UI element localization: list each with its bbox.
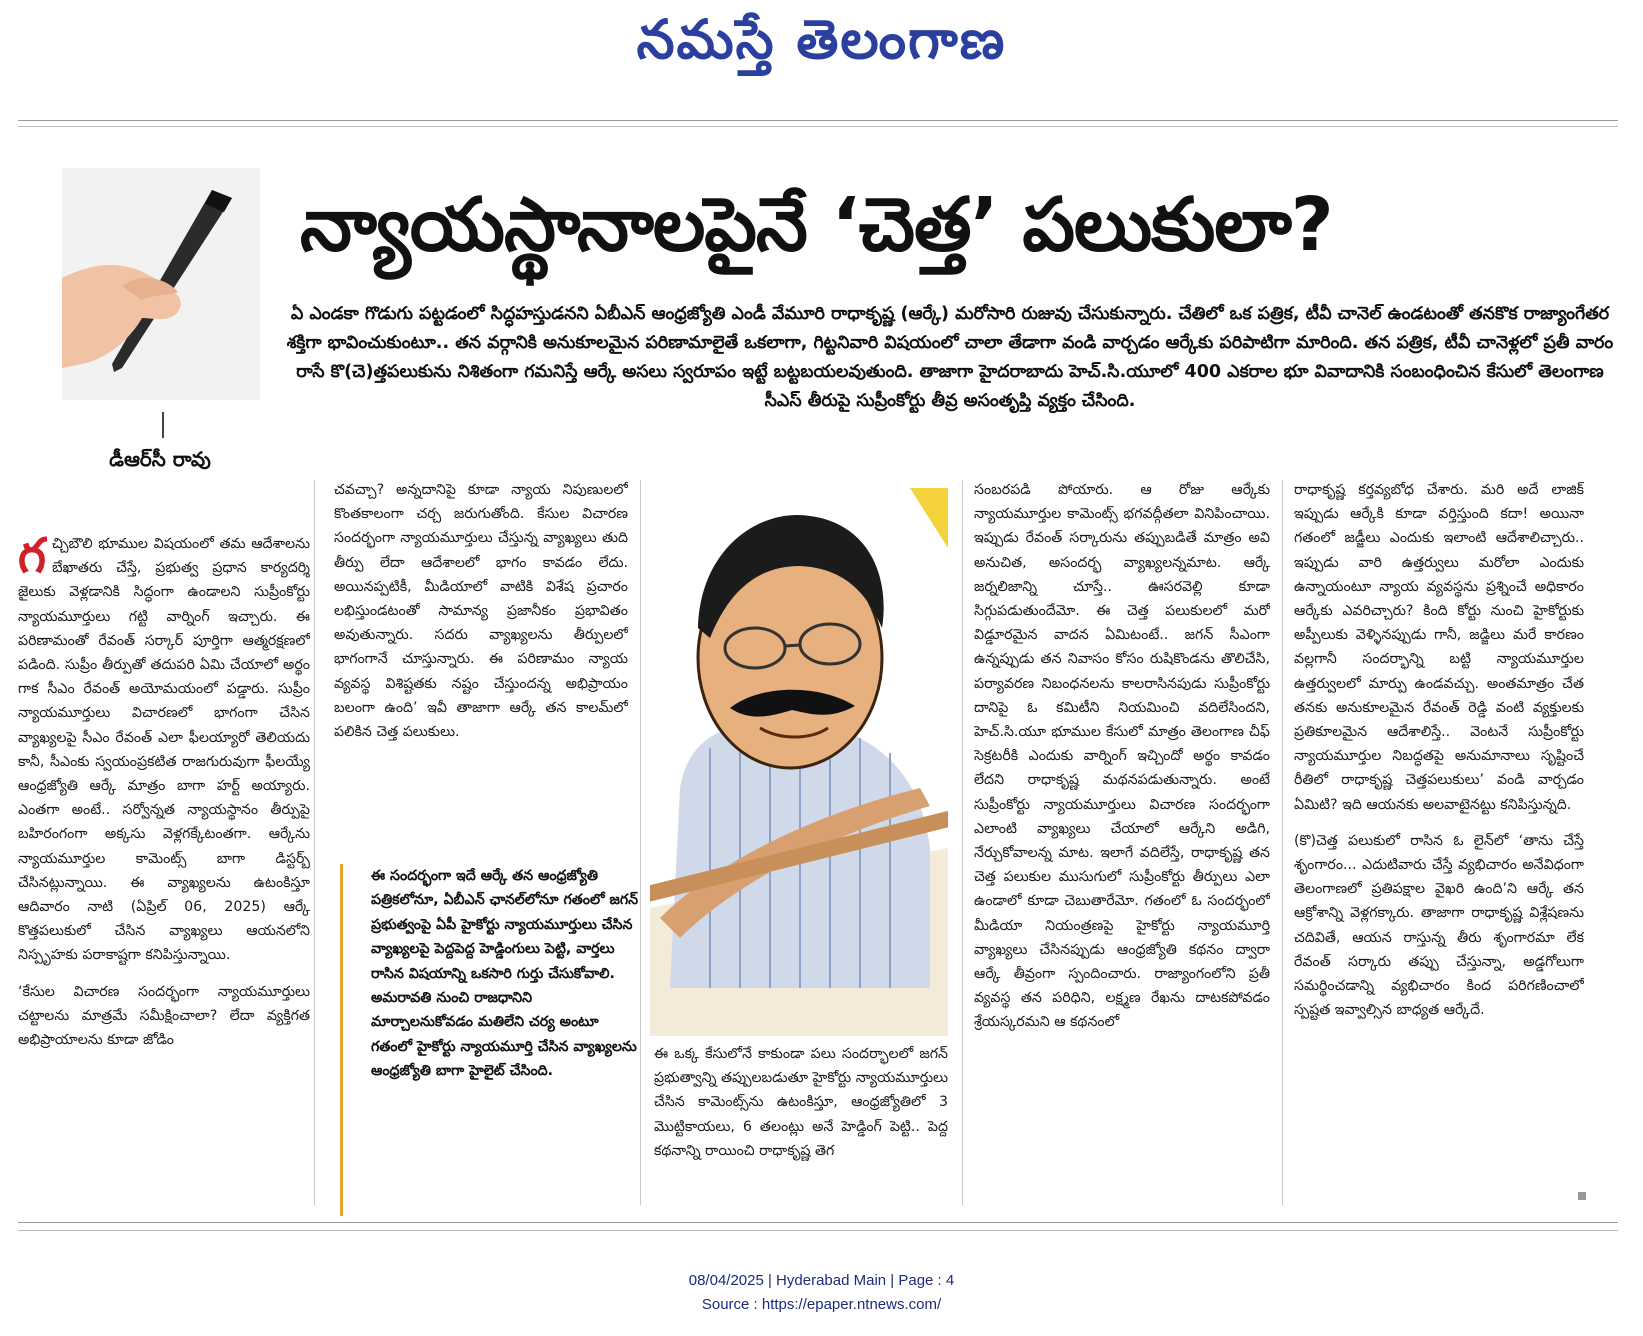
divider bbox=[18, 1230, 1618, 1231]
hand-pen-illustration bbox=[62, 168, 260, 400]
byline-divider bbox=[162, 412, 164, 438]
page-title: న్యాయస్థానాలపైనే ‘చెత్త’ పలుకులా? bbox=[300, 182, 1333, 268]
footer-source: Source : https://epaper.ntnews.com/ bbox=[701, 1296, 942, 1313]
end-mark-icon bbox=[1578, 1192, 1586, 1200]
column-divider bbox=[1282, 480, 1283, 1205]
divider bbox=[18, 120, 1618, 121]
column-divider bbox=[640, 480, 641, 1205]
drop-cap: గ bbox=[18, 532, 46, 584]
divider bbox=[18, 1222, 1618, 1223]
byline: డీఆర్‌సీ రావు bbox=[109, 447, 211, 471]
paragraph: సంబరపడి పోయారు. ఆ రోజు ఆర్కేకు న్యాయమూర్తుల కామెంట్స్ భగవద్గీతలా వినిపించాయి. ఇప్పుడు రేవంత్ సర్కారును తప్పుబడితే మాత్రం అవి అనుచిత, అసందర్భ వ్యాఖ్యలన్నమాట. ఆర్కే జర్నలిజాన్ని చూస్తే.. ఊసరవెల్లి కూడా సిగ్గుపడుతుందేమో. ఈ చెత్త పలుకులలో మరో విడ్డూరమైన వాదన ఏమిటంటే.. జగన్ సీఎంగా ఉన్నప్పుడు తన నివాసం కోసం రుషికొండను తొలిచేసి, పర్యావరణ నిబంధనలను కాలరాసినపుడు సుప్రీంకోర్టు దానిపై ఓ కమిటీని నియమించి వదిలేసిందని, హెచ్.సి.యూ భూముల కేసులో మాత్రం తెలంగాణ చీఫ్ సెక్రటరీకి ఎందుకు వార్నింగ్ ఇచ్చిందో అర్థం కావడం లేదని రాధాకృష్ణ మథనపడుతున్నారు. అంటే సుప్రీంకోర్టు న్యాయమూర్తులు విచారణ సందర్భంగా ఎలాంటి వ్యాఖ్యలు చేయాలో ఆర్కేని అడిగి, నేర్చుకోవాలన్న మాట. ఇలాగే వదిలేస్తే, రాధాకృష్ణ తన చెత్త పలుకుల ముసుగులో సుప్రీంకోర్టు తీర్పులు ఎలా ఉండాలో కూడా చెబుతారేమో. గతంలో ఓ సందర్భంలో మీడియా నియంత్రణపై హైకోర్టు న్యాయమూర్తి వ్యాఖ్యలు చేసినప్పుడు ఆంధ్రజ్యోతి కథనం ద్వారా ఆర్కే తీవ్రంగా స్పందించారు. రాజ్యాంగంలోని ప్రతీ వ్యవస్థ తన పరిధిని, లక్ష్మణ రేఖను దాటకపోవడం శ్రేయస్కరమని ఆ కథనంలో bbox=[974, 482, 1270, 1031]
article-column-1 bbox=[18, 532, 310, 1212]
caricature-image bbox=[650, 488, 948, 1036]
cartoon-illustration bbox=[650, 488, 948, 1036]
article-column-4 bbox=[974, 478, 1270, 1214]
paragraph: చవచ్చా? అన్నదానిపై కూడా న్యాయ నిపుణులలో కొంతకాలంగా చర్చ జరుగుతోంది. కేసుల విచారణ సందర్భంగా న్యాయమూర్తులు చేస్తున్న వ్యాఖ్యలు తుది తీర్పు లేదా ఆదేశాలలో భాగం కావడం లేదు. అయినప్పటికీ, మీడియాలో వాటికి విశేష ప్రచారం లభిస్తుండటంతో సామాన్య ప్రజానీకం ప్రభావితం అవుతున్నారు. సదరు వ్యాఖ్యలను తీర్పులలో భాగంగానే చూస్తున్నారు. ఈ పరిణామం న్యాయ వ్యవస్థ విశిష్టతకు నష్టం చేస్తుందన్న అభిప్రాయం బలంగా ఉంది’ ఇవీ తాజాగా ఆర్కే తన కాలమ్‌లో పలికిన చెత్త పలుకులు. bbox=[334, 482, 628, 741]
article-column-3 bbox=[654, 1042, 948, 1214]
paragraph: ‘కేసుల విచారణ సందర్భంగా న్యాయమూర్తులు చట్టాలను మాత్రమే సమీక్షించాలా? లేదా వ్యక్తిగత అభిప్రాయాలను కూడా జోడిం bbox=[18, 983, 310, 1049]
article-column-2 bbox=[334, 478, 628, 828]
article-intro: ఏ ఎండకా గొడుగు పట్టడంలో సిద్ధహస్తుడనని ఏబీఎన్ ఆంధ్రజ్యోతి ఎండీ వేమూరి రాధాకృష్ణ (ఆర్కే) మరోసారి రుజువు చేసుకున్నారు. చేతిలో ఒక పత్రిక, టీవీ చానెల్ ఉండటంతో తనకొక రాజ్యాంగేతర శక్తిగా భావించుకుంటూ.. తన వర్గానికి అనుకూలమైన పరిణామాలైతే ఒకలాగా, గిట్టనివారి విషయంలో చాలా తేడాగా వండి వార్చడం ఆర్కేకు పరిపాటిగా మారింది. తన పత్రిక, టీవీ చానెళ్లలో ప్రతీ వారం రాసే కొ(చె)త్తపలుకును నిశితంగా గమనిస్తే ఆర్కే అసలు స్వరూపం ఇట్టే బట్టబయలవుతుంది. తాజాగా హైదరాబాదు హెచ్.సి.యూలో 400 ఎకరాల భూ వివాదానికి సంబంధించిన కేసులో తెలంగాణ సీఎస్ తీరుపై సుప్రీంకోర్టు తీవ్ర అసంతృప్తి వ్యక్తం చేసింది. bbox=[286, 304, 1614, 411]
paragraph: ఈ ఒక్క కేసులోనే కాకుండా పలు సందర్భాలలో జగన్ ప్రభుత్వాన్ని తప్పులబడుతూ హైకోర్టు న్యాయమూర్తులు చేసిన కామెంట్స్‌ను ఉటంకిస్తూ, ఆంధ్రజ్యోతిలో 3 మొట్టికాయలు, 6 తలంట్లు అనే హెడ్డింగ్ పెట్టి.. పెద్ద కథనాన్ని రాయించి రాధాకృష్ణ తెగ bbox=[654, 1046, 948, 1159]
footer-dateline: 08/04/2025 | Hyderabad Main | Page : 4 bbox=[688, 1272, 955, 1289]
column-divider bbox=[962, 480, 963, 1205]
paragraph: చ్చిబౌలి భూముల విషయంలో తమ ఆదేశాలను బేఖాతరు చేస్తే, ప్రభుత్వ ప్రధాన కార్యదర్శి జైలుకు వెళ్లడానికి సిద్ధంగా ఉండాలని సుప్రీంకోర్టు న్యాయమూర్తులు గట్టి వార్నింగ్ ఇచ్చారు. ఈ పరిణామంతో రేవంత్ సర్కార్ పూర్తిగా ఆత్మరక్షణలో పడింది. సుప్రీం తీర్పుతో తదుపరి ఏమి చేయాలో అర్థం గాక సీఎం రేవంత్ అయోమయంలో పడ్డారు. సుప్రీం న్యాయమూర్తులు విచారణలో భాగంగా చేసిన వ్యాఖ్యలపై సీఎం రేవంత్ ఎలా ఫీలయ్యారో తెలియదు కానీ, సీఎంకు స్వయంప్రకటిత రాజగురువుగా ఫీలయ్యే ఆంధ్రజ్యోతి ఆర్కే మాత్రం బాగా హర్ట్ అయ్యారు. ఎంతగా అంటే.. సర్వోన్నత న్యాయస్థానం తీర్పుపై బహిరంగంగా అక్కసు వెళ్లగక్కేటంతగా. ఆర్కేను న్యాయమూర్తుల కామెంట్స్ బాగా డిస్టర్బ్ చేసినట్లున్నాయి. ఈ వ్యాఖ్యలను ఉటంకిస్తూ ఆదివారం నాటి (ఏప్రిల్ 06, 2025) ఆర్కే కొత్తపలుకులో చేసిన వ్యాఖ్యలు ఆయనలోని నిస్పృహకు పరాకాష్టగా కనిపిస్తున్నాయి. bbox=[18, 536, 310, 964]
divider bbox=[18, 126, 1618, 127]
masthead-logo: నమస్తే తెలంగాణ bbox=[636, 8, 1007, 71]
column-divider bbox=[314, 480, 315, 1205]
article-column-5 bbox=[1294, 478, 1584, 1214]
paragraph: రాధాకృష్ణ కర్తవ్యబోధ చేశారు. మరి అదే లాజిక్ ఇప్పుడు ఆర్కేకి కూడా వర్తిస్తుంది కదా! అయినా గతంలో జడ్జీలు ఎందుకు ఇలాంటి ఆదేశాలిచ్చారు.. ఇప్పుడు వారి ఉత్తర్వులు మరోలా ఎందుకు ఉన్నాయంటూ న్యాయ వ్యవస్థను ప్రశ్నించే అధికారం ఆర్కేకు ఎవరిచ్చారు? కింది కోర్టు నుంచి హైకోర్టుకు అప్పీలుకు వెళ్ళినప్పుడు గానీ, జడ్జిలు మరే కారణం వల్లగానీ సందర్భాన్ని బట్టి న్యాయమూర్తుల ఉత్తర్వులలో మార్పు ఉండవచ్చు. అంతమాత్రం చేత తనకు అనుకూలమైన రేవంత్ రెడ్డి వంటి వ్యక్తులకు ప్రతికూలమైన ఆదేశాలిస్తే.. వెంటనే సుప్రీంకోర్టు న్యాయమూర్తుల నిబద్ధతపై అనుమానాలు సృష్టించే రీతిలో రాధాకృష్ణ చెత్తపలుకులు’ వండి వార్చడం ఏమిటి? ఇది ఆయనకు అలవాటైనట్టు కనిపిస్తున్నది. bbox=[1294, 482, 1584, 813]
highlight-quote: ఈ సందర్భంగా ఇదే ఆర్కే తన ఆంధ్రజ్యోతి పత్రికలోనూ, ఏబీఎన్ ఛానల్‌లోనూ గతంలో జగన్ ప్రభుత్వంపై ఏపీ హైకోర్టు న్యాయమూర్తులు చేసిన వ్యాఖ్యలపై పెద్దపెద్ద హెడ్డింగులు పెట్టి, వార్తలు రాసిన విషయాన్ని ఒకసారి గుర్తు చేసుకోవాలి. అమరావతి నుంచి రాజధానిని మార్చాలనుకోవడం మతిలేని చర్య అంటూ గతంలో హైకోర్టు న్యాయమూర్తి చేసిన వ్యాఖ్యలను ఆంధ్రజ్యోతి బాగా హైలైట్ చేసింది. bbox=[340, 864, 639, 1216]
author-photo bbox=[62, 168, 260, 400]
paragraph: (కొ)చెత్త పలుకులో రాసిన ఓ లైన్‌లో ‘తాను చేస్తే శృంగారం... ఎదుటివారు చేస్తే వ్యభిచారం అనేవిధంగా తెలంగాణలో ప్రతిపక్షాల వైఖరి ఉంది’ని ఆర్కే తన ఆక్రోశాన్ని వెళ్లగక్కారు. తాజాగా రాధాకృష్ణ విశ్లేషణను చదివితే, ఆయన రాస్తున్న తీరు శృంగారమా లేక రేవంత్ సర్కారు తప్పు చేస్తున్నా, అడ్డగోలుగా సమర్థించడాన్ని వ్యభిచారం కింద పరిగణించాలో స్పష్టత ఇవ్వాల్సిన బాధ్యత ఆర్కేదే. bbox=[1294, 832, 1584, 1019]
